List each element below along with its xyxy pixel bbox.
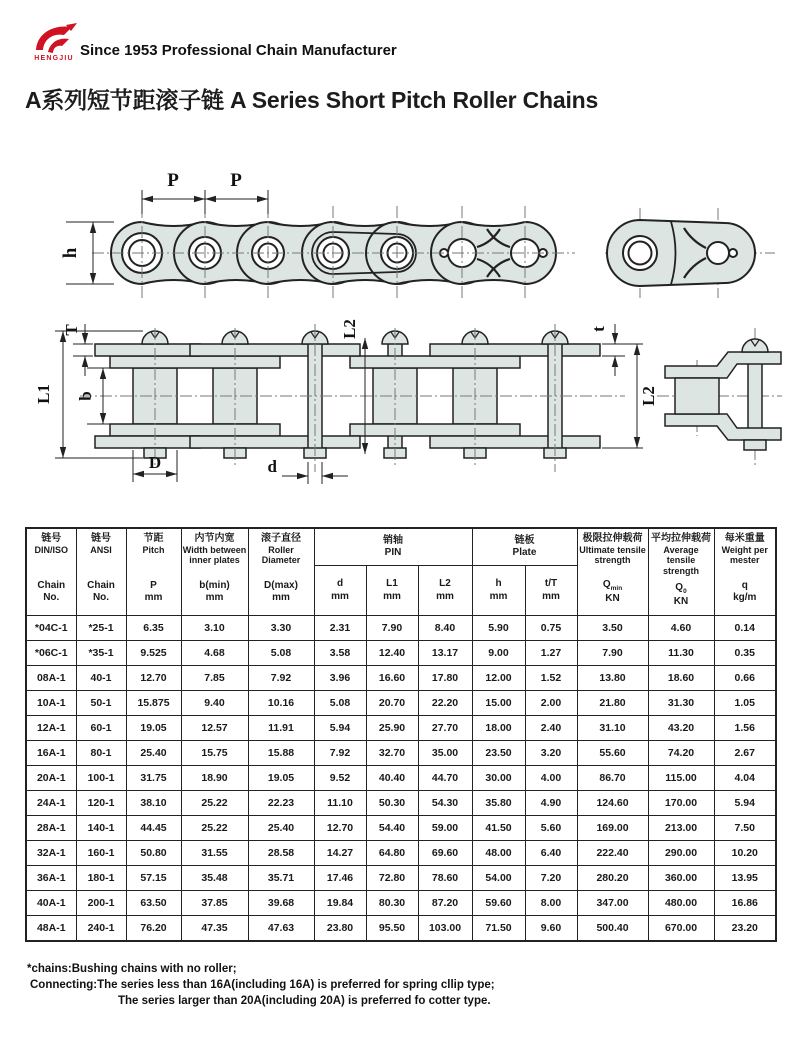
- table-cell: 38.10: [126, 791, 181, 816]
- table-cell: 11.10: [314, 791, 366, 816]
- table-cell: 213.00: [648, 816, 714, 841]
- table-cell: 40A-1: [26, 891, 76, 916]
- table-cell: 115.00: [648, 766, 714, 791]
- dim-label-h: h: [60, 247, 81, 259]
- footnotes: [25, 961, 495, 1009]
- table-cell: 12.57: [181, 716, 248, 741]
- col-header-ansi: 链号 ANSI Chain No.: [76, 528, 126, 616]
- table-cell: 7.50: [714, 816, 776, 841]
- table-cell: 14.27: [314, 841, 366, 866]
- table-cell: 160-1: [76, 841, 126, 866]
- table-row: [26, 666, 776, 691]
- table-cell: 12.70: [314, 816, 366, 841]
- table-cell: 11.91: [248, 716, 314, 741]
- table-cell: 47.63: [248, 916, 314, 942]
- table-cell: 500.40: [577, 916, 648, 942]
- table-cell: 64.80: [366, 841, 418, 866]
- table-cell: 59.60: [472, 891, 525, 916]
- table-cell: 15.875: [126, 691, 181, 716]
- table-cell: 7.92: [314, 741, 366, 766]
- table-cell: 8.40: [418, 616, 472, 641]
- table-cell: 6.35: [126, 616, 181, 641]
- table-cell: 25.40: [126, 741, 181, 766]
- table-cell: 670.00: [648, 916, 714, 942]
- col-header-roller: 滚子直径 Roller Diameter D(max) mm: [248, 528, 314, 616]
- table-cell: 8.00: [525, 891, 577, 916]
- table-cell: 120-1: [76, 791, 126, 816]
- table-cell: 80.30: [366, 891, 418, 916]
- table-cell: 169.00: [577, 816, 648, 841]
- table-row: [26, 641, 776, 666]
- table-cell: 0.14: [714, 616, 776, 641]
- table-cell: 9.40: [181, 691, 248, 716]
- table-cell: 280.20: [577, 866, 648, 891]
- table-cell: 17.46: [314, 866, 366, 891]
- table-cell: 9.52: [314, 766, 366, 791]
- table-cell: 19.05: [126, 716, 181, 741]
- table-cell: 240-1: [76, 916, 126, 942]
- dim-label-p2: P: [230, 170, 242, 191]
- table-cell: 23.80: [314, 916, 366, 942]
- table-cell: 13.95: [714, 866, 776, 891]
- table-row: [26, 691, 776, 716]
- table-row: [26, 766, 776, 791]
- table-cell: 6.40: [525, 841, 577, 866]
- group-header-pin: 销轴 PIN: [314, 528, 472, 566]
- col-header-ultimate: 极限拉伸载荷 Ultimate tensile strength $Q_{min}$ KN: [577, 528, 648, 616]
- table-row: [26, 866, 776, 891]
- table-cell: 22.23: [248, 791, 314, 816]
- table-cell: 44.70: [418, 766, 472, 791]
- dim-label-L1: L1: [34, 384, 53, 404]
- table-cell: 32A-1: [26, 841, 76, 866]
- col-header-pitch: 节距 Pitch P mm: [126, 528, 181, 616]
- table-cell: 15.88: [248, 741, 314, 766]
- table-cell: 30.00: [472, 766, 525, 791]
- table-cell: 20.70: [366, 691, 418, 716]
- dim-label-d: d: [267, 457, 277, 476]
- table-cell: 21.80: [577, 691, 648, 716]
- table-cell: 222.40: [577, 841, 648, 866]
- table-cell: 78.60: [418, 866, 472, 891]
- table-cell: 22.20: [418, 691, 472, 716]
- table-cell: 25.22: [181, 791, 248, 816]
- table-cell: 12.40: [366, 641, 418, 666]
- chain-spec-table: [25, 527, 777, 942]
- table-cell: 19.05: [248, 766, 314, 791]
- table-cell: 1.52: [525, 666, 577, 691]
- table-cell: 48A-1: [26, 916, 76, 942]
- table-cell: 76.20: [126, 916, 181, 942]
- table-cell: *06C-1: [26, 641, 76, 666]
- table-cell: *04C-1: [26, 616, 76, 641]
- table-cell: 50.30: [366, 791, 418, 816]
- sub-header-tT: t/T mm: [525, 566, 577, 616]
- table-cell: 13.80: [577, 666, 648, 691]
- table-cell: 86.70: [577, 766, 648, 791]
- table-cell: 2.40: [525, 716, 577, 741]
- table-cell: 140-1: [76, 816, 126, 841]
- table-cell: 1.27: [525, 641, 577, 666]
- table-cell: 347.00: [577, 891, 648, 916]
- table-cell: 08A-1: [26, 666, 76, 691]
- table-row: [26, 716, 776, 741]
- table-cell: 54.30: [418, 791, 472, 816]
- table-cell: 63.50: [126, 891, 181, 916]
- table-cell: 5.08: [248, 641, 314, 666]
- table-cell: 15.00: [472, 691, 525, 716]
- dim-label-L2-mid: L2: [340, 319, 359, 339]
- table-cell: 40-1: [76, 666, 126, 691]
- table-cell: 200-1: [76, 891, 126, 916]
- table-cell: 3.30: [248, 616, 314, 641]
- table-cell: 103.00: [418, 916, 472, 942]
- table-cell: 25.90: [366, 716, 418, 741]
- table-cell: 7.20: [525, 866, 577, 891]
- table-cell: 3.58: [314, 641, 366, 666]
- table-cell: 0.66: [714, 666, 776, 691]
- table-cell: 54.00: [472, 866, 525, 891]
- table-cell: 31.10: [577, 716, 648, 741]
- table-cell: 50.80: [126, 841, 181, 866]
- table-cell: 7.92: [248, 666, 314, 691]
- table-cell: 2.67: [714, 741, 776, 766]
- table-cell: 15.75: [181, 741, 248, 766]
- table-cell: 25.22: [181, 816, 248, 841]
- footnote-line: Connecting:The series less than 16A(including 16A) is preferred for spring cllip type;: [30, 979, 495, 991]
- table-cell: 2.00: [525, 691, 577, 716]
- hengjiu-logo-icon: [30, 22, 78, 54]
- table-cell: 0.35: [714, 641, 776, 666]
- table-cell: 9.525: [126, 641, 181, 666]
- brand-name: HENGJIU: [34, 55, 74, 62]
- sub-header-h: h mm: [472, 566, 525, 616]
- table-cell: 10A-1: [26, 691, 76, 716]
- table-cell: 180-1: [76, 866, 126, 891]
- table-cell: 170.00: [648, 791, 714, 816]
- table-cell: 36A-1: [26, 866, 76, 891]
- table-cell: 4.68: [181, 641, 248, 666]
- table-cell: 31.30: [648, 691, 714, 716]
- table-row: [26, 816, 776, 841]
- table-cell: 35.00: [418, 741, 472, 766]
- table-cell: 2.31: [314, 616, 366, 641]
- table-cell: 1.05: [714, 691, 776, 716]
- table-cell: 18.90: [181, 766, 248, 791]
- table-cell: 0.75: [525, 616, 577, 641]
- table-row: [26, 916, 776, 942]
- table-cell: 7.85: [181, 666, 248, 691]
- table-cell: 54.40: [366, 816, 418, 841]
- table-cell: 10.20: [714, 841, 776, 866]
- group-header-plate: 链板 Plate: [472, 528, 577, 566]
- table-row: [26, 841, 776, 866]
- chain-plan-view-drawing: [25, 316, 785, 501]
- table-cell: 5.94: [714, 791, 776, 816]
- table-cell: 7.90: [366, 616, 418, 641]
- table-cell: 27.70: [418, 716, 472, 741]
- table-cell: 4.04: [714, 766, 776, 791]
- table-cell: 360.00: [648, 866, 714, 891]
- col-header-din: 链号 DIN/ISO Chain No.: [26, 528, 76, 616]
- table-cell: 4.00: [525, 766, 577, 791]
- table-cell: 59.00: [418, 816, 472, 841]
- table-cell: 3.10: [181, 616, 248, 641]
- table-cell: 1.56: [714, 716, 776, 741]
- table-cell: 5.90: [472, 616, 525, 641]
- table-cell: 57.15: [126, 866, 181, 891]
- table-cell: 44.45: [126, 816, 181, 841]
- table-cell: 7.90: [577, 641, 648, 666]
- table-cell: 35.80: [472, 791, 525, 816]
- table-cell: 31.55: [181, 841, 248, 866]
- table-cell: 39.68: [248, 891, 314, 916]
- table-cell: 95.50: [366, 916, 418, 942]
- table-cell: 19.84: [314, 891, 366, 916]
- table-cell: 35.71: [248, 866, 314, 891]
- table-cell: 32.70: [366, 741, 418, 766]
- col-header-weight: 每米重量 Weight per mester q kg/m: [714, 528, 776, 616]
- table-cell: 23.20: [714, 916, 776, 942]
- table-cell: 72.80: [366, 866, 418, 891]
- table-cell: 9.00: [472, 641, 525, 666]
- table-cell: 50-1: [76, 691, 126, 716]
- table-cell: 47.35: [181, 916, 248, 942]
- table-cell: 24A-1: [26, 791, 76, 816]
- dim-label-p1: P: [167, 170, 179, 191]
- table-cell: 20A-1: [26, 766, 76, 791]
- table-cell: 5.60: [525, 816, 577, 841]
- chain-side-view-drawing: [30, 150, 775, 325]
- table-row: [26, 791, 776, 816]
- table-cell: 4.60: [648, 616, 714, 641]
- footnote-line: The series larger than 20A(including 20A) is preferred fo cotter type.: [118, 995, 491, 1007]
- table-cell: 71.50: [472, 916, 525, 942]
- table-row: [26, 891, 776, 916]
- table-cell: 16A-1: [26, 741, 76, 766]
- table-cell: 18.00: [472, 716, 525, 741]
- table-cell: 100-1: [76, 766, 126, 791]
- table-cell: 28.58: [248, 841, 314, 866]
- table-cell: 40.40: [366, 766, 418, 791]
- table-cell: 9.60: [525, 916, 577, 942]
- table-cell: 18.60: [648, 666, 714, 691]
- dim-label-L2-right: L2: [639, 386, 658, 406]
- table-cell: 74.20: [648, 741, 714, 766]
- table-cell: 43.20: [648, 716, 714, 741]
- dim-label-D: D: [148, 453, 162, 472]
- table-cell: 80-1: [76, 741, 126, 766]
- dim-label-b: b: [76, 391, 95, 401]
- table-cell: 25.40: [248, 816, 314, 841]
- table-cell: *35-1: [76, 641, 126, 666]
- col-header-average: 平均拉伸载荷 Average tensile strength $Q_0$ KN: [648, 528, 714, 616]
- table-cell: 69.60: [418, 841, 472, 866]
- table-cell: 48.00: [472, 841, 525, 866]
- table-cell: 11.30: [648, 641, 714, 666]
- table-cell: 12.00: [472, 666, 525, 691]
- table-cell: 55.60: [577, 741, 648, 766]
- table-cell: 16.86: [714, 891, 776, 916]
- table-cell: 60-1: [76, 716, 126, 741]
- table-cell: 35.48: [181, 866, 248, 891]
- table-row: [26, 616, 776, 641]
- dim-label-T: T: [62, 324, 81, 336]
- table-cell: 41.50: [472, 816, 525, 841]
- table-cell: 23.50: [472, 741, 525, 766]
- table-cell: 5.08: [314, 691, 366, 716]
- table-row: [26, 741, 776, 766]
- table-cell: 3.96: [314, 666, 366, 691]
- dim-label-t: t: [589, 326, 608, 332]
- spec-table-body: [26, 616, 776, 942]
- table-cell: 31.75: [126, 766, 181, 791]
- col-header-width: 内节内宽 Width between inner plates b(min) mm: [181, 528, 248, 616]
- table-cell: 290.00: [648, 841, 714, 866]
- tagline: Since 1953 Professional Chain Manufacturer: [80, 42, 397, 59]
- table-cell: 28A-1: [26, 816, 76, 841]
- table-cell: 17.80: [418, 666, 472, 691]
- table-cell: 480.00: [648, 891, 714, 916]
- sub-header-l1: L1 mm: [366, 566, 418, 616]
- page-title: A系列短节距滚子链 A Series Short Pitch Roller Chains: [25, 87, 599, 113]
- table-cell: 3.20: [525, 741, 577, 766]
- table-cell: *25-1: [76, 616, 126, 641]
- table-cell: 3.50: [577, 616, 648, 641]
- table-cell: 124.60: [577, 791, 648, 816]
- brand-block: [28, 22, 80, 62]
- sub-header-l2: L2 mm: [418, 566, 472, 616]
- table-cell: 10.16: [248, 691, 314, 716]
- table-cell: 37.85: [181, 891, 248, 916]
- table-cell: 16.60: [366, 666, 418, 691]
- table-cell: 4.90: [525, 791, 577, 816]
- sub-header-d: d mm: [314, 566, 366, 616]
- table-cell: 5.94: [314, 716, 366, 741]
- footnote-line: *chains:Bushing chains with no roller;: [27, 963, 237, 975]
- table-cell: 87.20: [418, 891, 472, 916]
- table-cell: 12A-1: [26, 716, 76, 741]
- table-cell: 12.70: [126, 666, 181, 691]
- table-cell: 13.17: [418, 641, 472, 666]
